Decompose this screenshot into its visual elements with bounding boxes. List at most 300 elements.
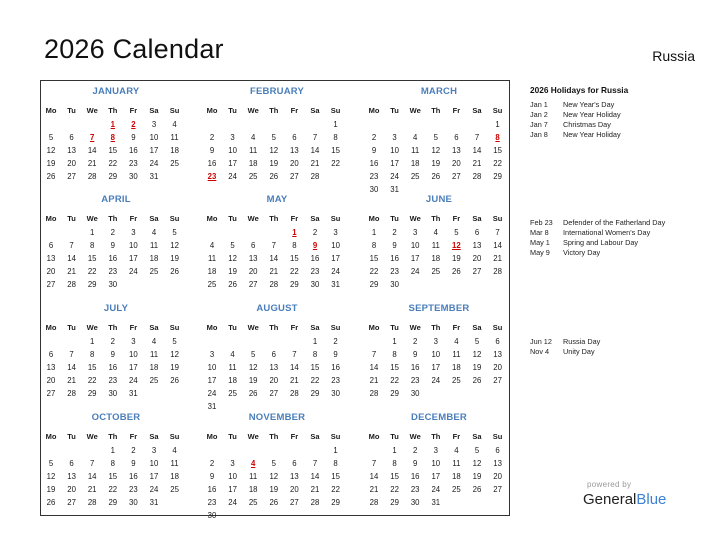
date-cell: 29 (108, 172, 118, 181)
date-cell: 8 (110, 459, 115, 468)
date-cell: 14 (493, 241, 502, 250)
holiday-item (530, 337, 600, 346)
date-cell: 7 (495, 228, 500, 237)
date-cell: 5 (48, 133, 54, 142)
generalblue-logo[interactable] (583, 491, 666, 508)
date-cell: 2 (110, 337, 115, 346)
date-cell: 19 (46, 485, 56, 494)
date-cell: 6 (292, 133, 297, 142)
date-cell: 14 (310, 472, 320, 481)
date-cell: 30 (390, 280, 399, 289)
date-cell: 21 (472, 159, 482, 168)
date-cell: 23 (207, 498, 217, 507)
date-cell: 20 (290, 485, 299, 494)
holiday-name: Russia Day (563, 337, 601, 346)
date-cell: 30 (410, 498, 420, 507)
weekday-header: Sa (472, 214, 482, 223)
date-cell: 28 (269, 280, 279, 289)
weekday-header: Su (169, 106, 180, 115)
weekday-header: Tu (67, 106, 76, 115)
weekday-header: Tu (67, 432, 76, 441)
weekday-header: Su (330, 214, 341, 223)
weekday-header: Mo (368, 323, 380, 332)
weekday-header: Sa (149, 323, 159, 332)
date-cell: 7 (312, 133, 318, 142)
date-cell: 18 (452, 363, 461, 372)
date-cell: 16 (331, 363, 340, 372)
date-cell: 29 (331, 498, 340, 507)
weekday-header: Th (431, 323, 441, 332)
date-cell: 12 (472, 350, 482, 359)
date-cell: 31 (431, 498, 441, 507)
date-cell: 12 (170, 350, 179, 359)
date-cell: 15 (290, 254, 299, 263)
weekday-header: Su (492, 432, 503, 441)
date-cell: 13 (290, 146, 299, 155)
date-cell: 18 (248, 485, 258, 494)
date-cell: 27 (452, 172, 461, 181)
weekday-header: Sa (472, 432, 482, 441)
country-name: Russia (652, 48, 695, 64)
brand-general-text: General (583, 491, 637, 508)
weekday-header: Mo (45, 214, 57, 223)
date-cell: 19 (269, 159, 279, 168)
date-cell: 27 (472, 267, 482, 276)
date-cell: 20 (452, 159, 461, 168)
date-cell: 23 (310, 267, 320, 276)
date-cell: 8 (371, 241, 377, 250)
holiday-date: 4 (251, 459, 256, 468)
date-cell: 4 (209, 241, 215, 250)
weekday-header: Th (269, 106, 279, 115)
weekday-header: Su (169, 323, 180, 332)
date-cell: 1 (312, 337, 318, 346)
weekday-header: We (247, 323, 259, 332)
date-cell: 2 (413, 446, 418, 455)
date-cell: 17 (149, 472, 159, 481)
holiday-item (530, 110, 621, 119)
date-cell: 31 (331, 280, 340, 289)
date-cell: 13 (493, 350, 502, 359)
date-cell: 4 (251, 133, 256, 142)
date-cell: 16 (129, 146, 138, 155)
date-cell: 26 (269, 498, 279, 507)
weekday-header: Sa (472, 323, 482, 332)
date-cell: 12 (46, 146, 56, 155)
weekday-header: Su (492, 106, 503, 115)
date-cell: 22 (331, 159, 340, 168)
holiday-date: Jan 7 (530, 120, 548, 129)
date-cell: 25 (410, 172, 420, 181)
weekday-header: Sa (149, 214, 159, 223)
date-cell: 26 (452, 267, 461, 276)
weekday-header: Mo (368, 214, 380, 223)
date-cell: 28 (369, 498, 379, 507)
date-cell: 31 (129, 389, 138, 398)
date-cell: 3 (433, 337, 438, 346)
weekday-header: Th (431, 106, 441, 115)
holiday-date: Feb 23 (530, 218, 553, 227)
holiday-date: 12 (452, 241, 461, 250)
date-cell: 16 (108, 363, 118, 372)
date-cell: 19 (452, 254, 461, 263)
weekday-header: Th (431, 432, 441, 441)
date-cell: 19 (170, 254, 179, 263)
date-cell: 30 (310, 280, 320, 289)
date-cell: 27 (46, 280, 56, 289)
holidays-title: 2026 Holidays for Russia (530, 85, 629, 95)
date-cell: 10 (431, 459, 441, 468)
date-cell: 6 (474, 228, 480, 237)
date-cell: 10 (207, 363, 217, 372)
date-cell: 13 (472, 241, 482, 250)
date-cell: 17 (410, 254, 420, 263)
date-cell: 24 (129, 267, 138, 276)
date-cell: 7 (312, 459, 318, 468)
date-cell: 8 (292, 241, 297, 250)
date-cell: 15 (369, 254, 379, 263)
date-cell: 7 (371, 350, 377, 359)
date-cell: 20 (269, 376, 279, 385)
date-cell: 26 (170, 376, 179, 385)
weekday-header: Mo (368, 432, 380, 441)
date-cell: 6 (495, 446, 500, 455)
date-cell: 5 (454, 228, 459, 237)
date-cell: 17 (149, 146, 159, 155)
date-cell: 10 (390, 146, 399, 155)
date-cell: 16 (410, 472, 420, 481)
date-cell: 10 (149, 459, 159, 468)
date-cell: 3 (131, 337, 136, 346)
date-cell: 3 (151, 120, 157, 129)
date-cell: 14 (369, 363, 379, 372)
weekday-header: Fr (452, 323, 461, 332)
date-cell: 16 (390, 254, 399, 263)
date-cell: 5 (48, 459, 54, 468)
date-cell: 3 (230, 459, 235, 468)
date-cell: 21 (369, 376, 379, 385)
date-cell: 24 (431, 376, 441, 385)
date-cell: 23 (129, 485, 138, 494)
date-cell: 21 (493, 254, 502, 263)
date-cell: 29 (87, 389, 97, 398)
date-cell: 15 (108, 146, 118, 155)
date-cell: 9 (131, 459, 136, 468)
date-cell: 11 (431, 241, 440, 250)
date-cell: 5 (230, 241, 235, 250)
weekday-header: We (247, 432, 259, 441)
weekday-header: Mo (45, 323, 57, 332)
holiday-date: Jan 1 (530, 100, 548, 109)
date-cell: 27 (290, 498, 299, 507)
weekday-header: Th (269, 432, 279, 441)
date-cell: 10 (129, 241, 138, 250)
date-cell: 21 (310, 485, 320, 494)
date-cell: 19 (431, 159, 441, 168)
date-cell: 10 (410, 241, 420, 250)
date-cell: 17 (228, 159, 237, 168)
date-cell: 18 (149, 363, 159, 372)
date-cell: 24 (331, 267, 340, 276)
weekday-header: Fr (452, 106, 461, 115)
date-cell: 16 (108, 254, 118, 263)
date-cell: 4 (151, 228, 157, 237)
date-cell: 12 (269, 472, 279, 481)
date-cell: 18 (431, 254, 441, 263)
date-cell: 20 (46, 376, 56, 385)
date-cell: 16 (207, 485, 217, 494)
holiday-name: New Year's Day (563, 100, 615, 109)
weekday-header: Tu (228, 106, 237, 115)
weekday-header: Tu (228, 432, 237, 441)
date-cell: 7 (371, 459, 377, 468)
date-cell: 25 (149, 267, 159, 276)
date-cell: 1 (90, 337, 95, 346)
date-cell: 30 (129, 172, 138, 181)
date-cell: 15 (493, 146, 502, 155)
date-cell: 21 (67, 376, 76, 385)
date-cell: 30 (410, 389, 420, 398)
date-cell: 11 (149, 241, 159, 250)
date-cell: 10 (228, 472, 237, 481)
date-cell: 7 (474, 133, 480, 142)
date-cell: 26 (472, 485, 482, 494)
date-cell: 20 (67, 485, 76, 494)
date-cell: 26 (248, 389, 258, 398)
date-cell: 25 (170, 159, 179, 168)
weekday-header: Su (330, 323, 341, 332)
date-cell: 25 (431, 267, 441, 276)
weekday-header: We (409, 323, 421, 332)
date-cell: 14 (369, 472, 379, 481)
date-cell: 8 (392, 350, 397, 359)
date-cell: 13 (248, 254, 258, 263)
date-cell: 29 (290, 280, 299, 289)
date-cell: 19 (269, 485, 279, 494)
month-name: APRIL (101, 194, 131, 205)
date-cell: 19 (472, 363, 482, 372)
date-cell: 20 (248, 267, 258, 276)
date-cell: 30 (108, 280, 118, 289)
date-cell: 9 (110, 241, 115, 250)
date-cell: 17 (331, 254, 340, 263)
date-cell: 17 (129, 363, 138, 372)
date-cell: 13 (493, 459, 502, 468)
date-cell: 19 (248, 376, 258, 385)
calendar-grid (40, 80, 510, 520)
date-cell: 8 (312, 350, 318, 359)
weekday-header: Tu (228, 323, 237, 332)
date-cell: 14 (67, 254, 76, 263)
month-name: FEBRUARY (249, 86, 305, 97)
date-cell: 21 (269, 267, 279, 276)
weekday-header: Su (169, 432, 180, 441)
date-cell: 3 (230, 133, 235, 142)
weekday-header: Su (330, 432, 341, 441)
weekday-header: Fr (452, 432, 461, 441)
holiday-item (530, 228, 650, 237)
date-cell: 26 (228, 280, 237, 289)
date-cell: 24 (228, 498, 237, 507)
holiday-item (530, 347, 595, 356)
date-cell: 20 (472, 254, 482, 263)
date-cell: 22 (310, 376, 320, 385)
page-title: 2026 Calendar (44, 34, 224, 64)
date-cell: 22 (493, 159, 502, 168)
date-cell: 3 (392, 133, 397, 142)
date-cell: 13 (452, 146, 461, 155)
date-cell: 11 (249, 146, 258, 155)
date-cell: 18 (170, 472, 179, 481)
date-cell: 3 (151, 446, 157, 455)
weekday-header: Tu (67, 214, 76, 223)
date-cell: 14 (87, 146, 97, 155)
date-cell: 26 (46, 172, 56, 181)
date-cell: 24 (390, 172, 399, 181)
date-cell: 6 (271, 350, 276, 359)
date-cell: 11 (170, 459, 179, 468)
date-cell: 7 (90, 459, 95, 468)
date-cell: 29 (310, 389, 320, 398)
date-cell: 12 (248, 363, 258, 372)
weekday-header: Mo (368, 106, 380, 115)
date-cell: 28 (290, 389, 299, 398)
date-cell: 2 (371, 133, 377, 142)
holiday-name: New Year Holiday (563, 110, 621, 119)
date-cell: 30 (108, 389, 118, 398)
date-cell: 24 (228, 172, 237, 181)
month-name: OCTOBER (91, 412, 141, 423)
date-cell: 8 (333, 133, 338, 142)
date-cell: 11 (249, 472, 258, 481)
date-cell: 1 (333, 446, 338, 455)
weekday-header: Th (431, 214, 441, 223)
date-cell: 13 (67, 146, 76, 155)
date-cell: 25 (452, 485, 461, 494)
date-cell: 12 (228, 254, 237, 263)
date-cell: 16 (369, 159, 379, 168)
date-cell: 11 (149, 350, 159, 359)
weekday-header: Tu (390, 323, 399, 332)
date-cell: 15 (390, 472, 399, 481)
date-cell: 6 (48, 350, 54, 359)
date-cell: 17 (431, 472, 441, 481)
date-cell: 8 (90, 241, 95, 250)
date-cell: 13 (269, 363, 279, 372)
weekday-header: Th (108, 106, 118, 115)
date-cell: 9 (131, 133, 136, 142)
date-cell: 14 (310, 146, 320, 155)
month-name: AUGUST (256, 303, 298, 314)
date-cell: 6 (69, 133, 74, 142)
date-cell: 28 (67, 389, 76, 398)
holiday-date: Mar 8 (530, 228, 549, 237)
date-cell: 13 (46, 254, 56, 263)
date-cell: 14 (87, 472, 97, 481)
date-cell: 27 (67, 172, 76, 181)
weekday-header: Mo (206, 323, 218, 332)
date-cell: 24 (149, 159, 159, 168)
date-cell: 5 (251, 350, 256, 359)
date-cell: 18 (207, 267, 217, 276)
date-cell: 12 (46, 472, 56, 481)
holiday-date: Jun 12 (530, 337, 552, 346)
date-cell: 1 (392, 337, 397, 346)
month-name: DECEMBER (411, 412, 467, 423)
weekday-header: Mo (206, 106, 218, 115)
date-cell: 24 (431, 485, 441, 494)
date-cell: 5 (172, 228, 177, 237)
date-cell: 28 (67, 280, 76, 289)
date-cell: 2 (312, 228, 318, 237)
date-cell: 9 (333, 350, 338, 359)
date-cell: 27 (67, 498, 76, 507)
date-cell: 13 (46, 363, 56, 372)
date-cell: 2 (209, 459, 215, 468)
date-cell: 25 (228, 389, 237, 398)
date-cell: 16 (207, 159, 217, 168)
weekday-header: Sa (472, 106, 482, 115)
date-cell: 15 (331, 472, 340, 481)
month-name: JANUARY (92, 86, 140, 97)
holiday-name: Defender of the Fatherland Day (563, 218, 666, 227)
date-cell: 15 (108, 472, 118, 481)
date-cell: 2 (413, 337, 418, 346)
date-cell: 23 (108, 267, 118, 276)
date-cell: 15 (87, 363, 97, 372)
date-cell: 11 (228, 363, 237, 372)
weekday-header: Fr (129, 432, 138, 441)
date-cell: 9 (209, 472, 215, 481)
date-cell: 26 (46, 498, 56, 507)
weekday-header: Fr (290, 106, 299, 115)
holiday-date: 9 (312, 241, 318, 250)
date-cell: 28 (493, 267, 502, 276)
date-cell: 9 (110, 350, 115, 359)
weekday-header: Sa (310, 106, 320, 115)
date-cell: 19 (170, 363, 179, 372)
date-cell: 21 (67, 267, 76, 276)
date-cell: 24 (207, 389, 217, 398)
date-cell: 4 (172, 120, 177, 129)
weekday-header: Sa (310, 214, 320, 223)
date-cell: 9 (209, 146, 215, 155)
date-cell: 31 (390, 185, 399, 194)
date-cell: 14 (67, 363, 76, 372)
date-cell: 8 (90, 350, 95, 359)
date-cell: 27 (248, 280, 258, 289)
weekday-header: We (247, 214, 259, 223)
holiday-date: May 9 (530, 248, 550, 257)
weekday-header: Su (492, 214, 503, 223)
date-cell: 31 (149, 498, 159, 507)
date-cell: 23 (410, 376, 420, 385)
date-cell: 21 (87, 485, 97, 494)
weekday-header: Th (108, 214, 118, 223)
date-cell: 5 (433, 133, 438, 142)
date-cell: 19 (46, 159, 56, 168)
holiday-date: Jan 8 (530, 130, 548, 139)
date-cell: 12 (269, 146, 279, 155)
date-cell: 28 (472, 172, 482, 181)
date-cell: 30 (207, 511, 217, 520)
date-cell: 22 (87, 267, 97, 276)
date-cell: 26 (431, 172, 441, 181)
weekday-header: Tu (228, 214, 237, 223)
weekday-header: Su (330, 106, 341, 115)
date-cell: 3 (209, 350, 215, 359)
month-name: SEPTEMBER (408, 303, 470, 314)
